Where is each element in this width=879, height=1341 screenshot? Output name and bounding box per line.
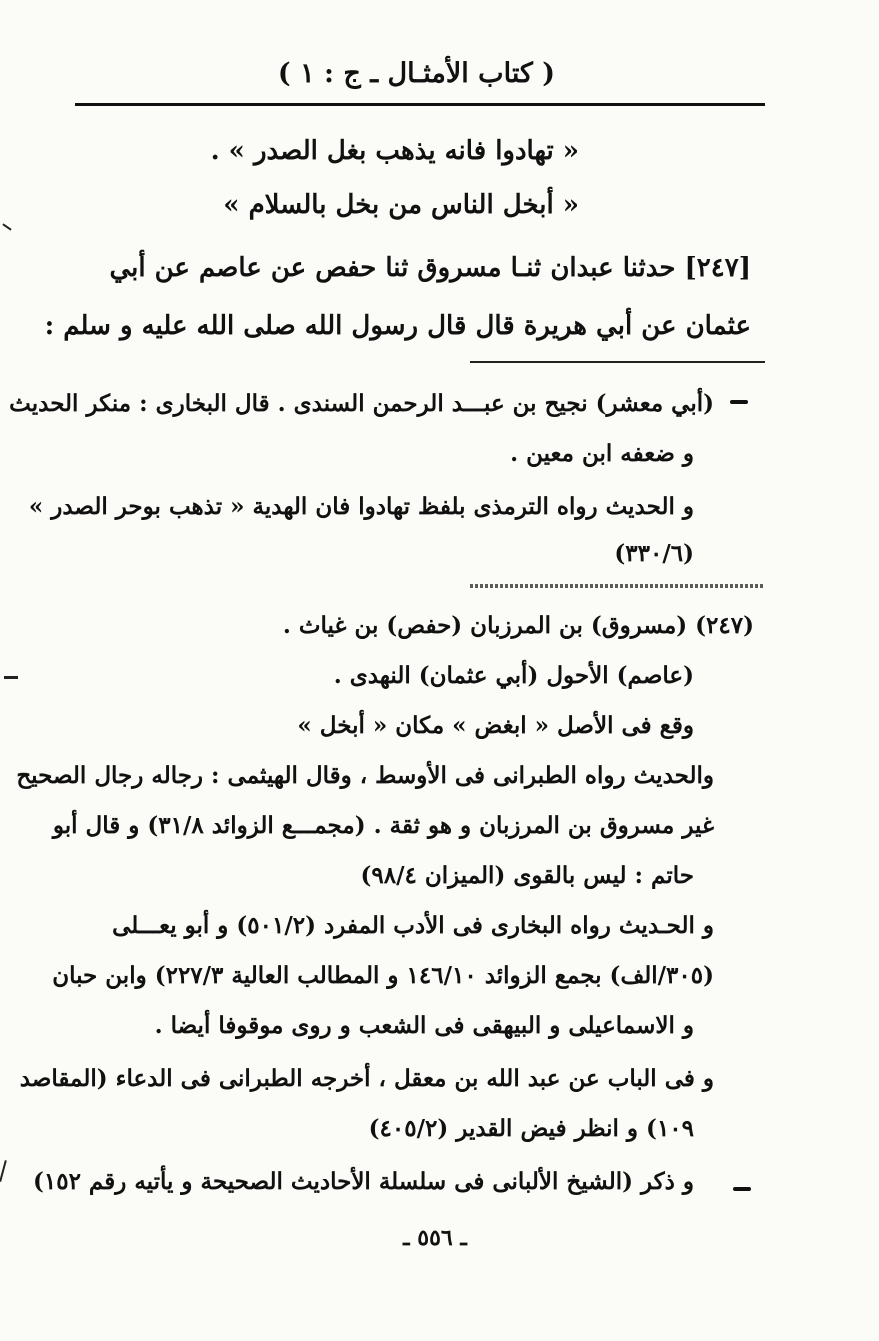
footnote-b-line-6: حاتم : ليس بالقوى (الميزان ٩٨/٤)	[360, 862, 694, 889]
header-rule	[75, 103, 765, 106]
footnote-b-line-12: و ذكر (الشيخ الألبانى فى سلسلة الأحاديث الصحيحة و يأتيه رقم ١٥٢)	[32, 1168, 694, 1195]
footnote-b-line-1: (٢٤٧) (مسروق) بن المرزبان (حفص) بن غياث .	[282, 612, 754, 639]
footnote-b-line-5: غير مسروق بن المرزبان و هو ثقة . (مجمـــع الزوائد ٣١/٨) و قال أبو	[52, 812, 714, 839]
main-text-line-1: « تهادوا فانه يذهب بغل الصدر » .	[210, 136, 579, 166]
footnote-b-line-8: (٣٠٥/الف) بجمع الزوائد ١٤٦/١٠ و المطالب العالية ٢٢٧/٣) وابن حبان	[52, 962, 714, 989]
page-header-title: ( كتاب الأمثـال ـ ج : ١ )	[277, 58, 555, 89]
footnote-separator	[470, 361, 765, 363]
footnote-marker	[730, 400, 748, 404]
footnote-b-line-3: وقع فى الأصل « ابغض » مكان « أبخل »	[297, 712, 694, 739]
footnote-a-line-1: (أبي معشر) نجيح بن عبـــد الرحمن السندى . قال البخارى : منكر الحديث	[9, 390, 714, 417]
main-text-line-4: عثمان عن أبي هريرة قال قال رسول الله صلى الله عليه و سلم :	[44, 311, 751, 341]
footnote-wavy-separator	[470, 584, 765, 588]
footnote-b-line-7: و الحـديث رواه البخارى فى الأدب المفرد (٥٠١/٢) و أبو يعـــلى	[112, 912, 714, 939]
footnote-b-line-9: و الاسماعيلى و البيهقى فى الشعب و روى موقوفا أيضا .	[154, 1012, 694, 1039]
footnote-marker	[733, 1187, 751, 1191]
footnote-b-line-10: و فى الباب عن عبد الله بن معقل ، أخرجه الطبرانى فى الدعاء (المقاصد	[19, 1065, 714, 1092]
footnote-a-line-4: (٣٣٠/٦)	[614, 540, 694, 567]
scan-speck	[2, 223, 11, 230]
page-number: ـ ٥٥٦ ـ	[403, 1225, 467, 1251]
main-text-line-3: [٢٤٧] حدثنا عبدان ثنـا مسروق ثنا حفص عن عاصم عن أبي	[109, 253, 751, 283]
footnote-a-line-2: و ضعفه ابن معين .	[510, 440, 694, 467]
scan-speck	[0, 1160, 7, 1182]
footnote-b-line-2: (عاصم) الأحول (أبي عثمان) النهدى .	[333, 662, 694, 689]
main-text-line-2: « أبخل الناس من بخل بالسلام »	[223, 190, 579, 220]
footnote-a-line-3: و الحديث رواه الترمذى بلفظ تهادوا فان الهدية « تذهب بوحر الصدر »	[28, 493, 694, 520]
footnote-b-line-4: والحديث رواه الطبرانى فى الأوسط ، وقال الهيثمى : رجاله رجال الصحيح	[16, 762, 714, 789]
scan-speck	[4, 676, 18, 679]
footnote-b-line-11: ١٠٩) و انظر فيض القدير (٤٠٥/٢)	[368, 1115, 694, 1142]
